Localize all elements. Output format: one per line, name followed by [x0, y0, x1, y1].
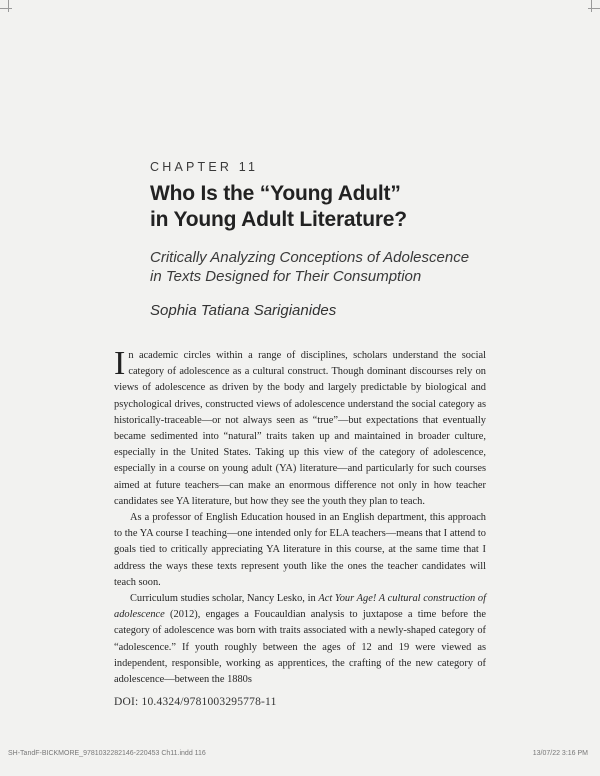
crop-mark [0, 8, 12, 9]
chapter-subtitle [150, 248, 510, 286]
paragraph [114, 345, 486, 510]
paragraph-text: (2012), engages a Foucauldian analysis to juxtapose a time before the category of adolescence was born with traits associated with a newly-shaped category of “adolescence.” If youth roughly between the ages of 12 and 19 were viewed as independent, responsible, working as apprentices, the crafting of the new category of adolescence—between the 1880s [114, 609, 486, 686]
paragraph: As a professor of English Education housed in an English department, this approach to the YA course I teaching—one intended only for ELA teachers—means that I attend to goals tied to critically appreciating YA literature in this course, at the same time that I address the ways these texts represent youth like the ones the teacher candidates will teach soon. [114, 512, 486, 588]
crop-mark [8, 0, 9, 12]
crop-mark [588, 8, 600, 9]
title-line: in Young Adult Literature? [150, 208, 407, 231]
chapter-title [150, 181, 510, 233]
drop-cap: I [114, 345, 126, 382]
paragraph [114, 591, 486, 688]
author-name: Sophia Tatiana Sarigianides [150, 302, 337, 319]
paragraph-text: Curriculum studies scholar, Nancy Lesko, in [130, 593, 319, 605]
subtitle-line: Critically Analyzing Conceptions of Adolescence [150, 249, 470, 266]
subtitle-line: in Texts Designed for Their Consumption [150, 268, 422, 285]
book-title: Act Your Age! A cultural construction of adolescence [114, 593, 486, 621]
chapter-label: CHAPTER 11 [150, 160, 259, 174]
print-timestamp: 13/07/22 3:16 PM [532, 750, 588, 757]
title-line: Who Is the “Young Adult” [150, 182, 401, 205]
paragraph-text: n academic circles within a range of disciplines, scholars understand the social category of adolescence as a cultural construct. Though dominant discourses rely on views of adolescence as driven by the body and largely predictable by biological and psychological drives, constructed views of adolescence understand the social category as historically-traceable—or not always seen as “true”—but expectations that eventually became sedimented into “natural” traits taken up and maintained in broader culture, especially in the United States. Taking up this view of the category of adolescence, especially in a course on young adult (YA) literature—and particularly for such courses aimed at future teachers—can make an enormous difference not only in how teacher candidates see YA literature, but how they see the youth they plan to teach. [114, 350, 486, 507]
body-text [114, 345, 486, 688]
crop-mark [591, 0, 592, 12]
doi: DOI: 10.4324/9781003295778-11 [114, 696, 277, 708]
print-slug: SH-TandF-BICKMORE_9781032282146-220453 Ch11.indd 116 [8, 750, 206, 757]
